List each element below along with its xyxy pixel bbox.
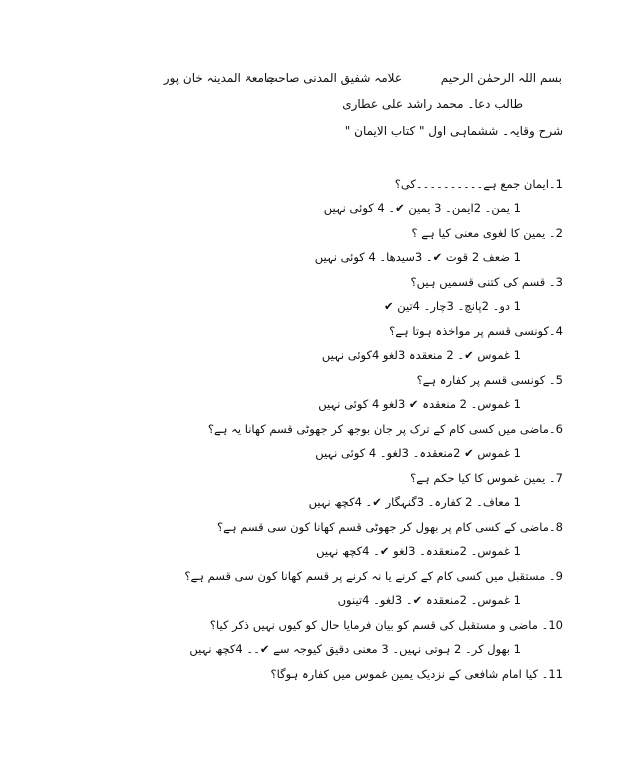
answer-6: 1 غموس ✔ 2منعقدہ۔ 3لغو۔ 4 کوئی نہیں bbox=[315, 446, 521, 460]
question-11: 11۔ کیا امام شافعی کے نزدیک یمین غموس میں کفارہ ہوگا؟ bbox=[270, 667, 563, 681]
answer-9: 1 غموس۔ 2منعقدہ ✔۔ 3لغو۔ 4تینوں bbox=[337, 593, 521, 607]
answer-1: 1 یمن۔ 2ایمن۔ 3 یمین ✔۔ 4 کوئی نہیں bbox=[323, 201, 521, 215]
question-10: 10۔ ماضی و مستقبل کی قسم کو بیان فرمایا حال کو کیوں نہیں ذکر کیا؟ bbox=[209, 618, 563, 632]
teacher-name: علامہ شفیق المدنی صاحب bbox=[266, 71, 402, 85]
question-9: 9۔ مستقبل میں کسی کام کے کرنے یا نہ کرنے پر قسم کھانا کون سی قسم ہے؟ bbox=[184, 569, 563, 583]
institution-name: جامعۃ المدینہ خان پور bbox=[163, 71, 275, 85]
subject-title: شرح وقایہ۔ ششماہی اول " کتاب الایمان " bbox=[344, 124, 563, 138]
question-7: 7۔ یمین غموس کا کیا حکم ہے؟ bbox=[410, 471, 563, 485]
question-8: 8۔ماضی کے کسی کام پر بھول کر جھوٹی قسم کھانا کون سی قسم ہے؟ bbox=[217, 520, 563, 534]
answer-4: 1 غموس ✔۔ 2 منعقدہ 3لغو 4کوئی نہیں bbox=[321, 348, 521, 362]
answer-8: 1 غموس۔ 2منعقدہ۔ 3لغو ✔۔ 4کچھ نہیں bbox=[316, 544, 521, 558]
question-3: 3۔ قسم کی کتنی قسمیں ہیں؟ bbox=[410, 275, 563, 289]
answer-10: 1 بھول کر۔ 2 ہوتی نہیں۔ 3 معنی دقیق کیوجہ سے ✔۔۔ 4کچھ نہیں bbox=[189, 642, 521, 656]
student-name: طالب دعا۔ محمد راشد علی عطاری bbox=[342, 97, 523, 111]
answer-7: 1 معاف۔ 2 کفارہ۔ 3گنہگار ✔۔ 4کچھ نہیں bbox=[308, 495, 521, 509]
question-5: 5۔ کونسی قسم پر کفارہ ہے؟ bbox=[416, 373, 563, 387]
answer-3: 1 دو۔ 2پانچ۔ 3چار۔ 4تین ✔ bbox=[383, 299, 521, 313]
question-2: 2۔ یمین کا لغوی معنی کیا ہے ؟ bbox=[411, 226, 563, 240]
answer-2: 1 ضعف 2 قوت ✔۔ 3سیدھا۔ 4 کوئی نہیں bbox=[314, 250, 521, 264]
bismillah: بسم اللہ الرحمٰن الرحیم bbox=[440, 71, 562, 85]
question-1: 1۔ایمان جمع ہے۔۔۔۔۔۔۔۔۔۔کی؟ bbox=[394, 177, 563, 191]
answer-5: 1 غموس۔ 2 منعقدہ ✔ 3لغو 4 کوئی نہیں bbox=[318, 397, 521, 411]
question-6: 6۔ماضی میں کسی کام کے ترک پر جان بوجھ کر جھوٹی قسم کھانا یہ ہے؟ bbox=[207, 422, 563, 436]
question-4: 4۔کونسی قسم پر مواخذہ ہوتا ہے؟ bbox=[389, 324, 563, 338]
